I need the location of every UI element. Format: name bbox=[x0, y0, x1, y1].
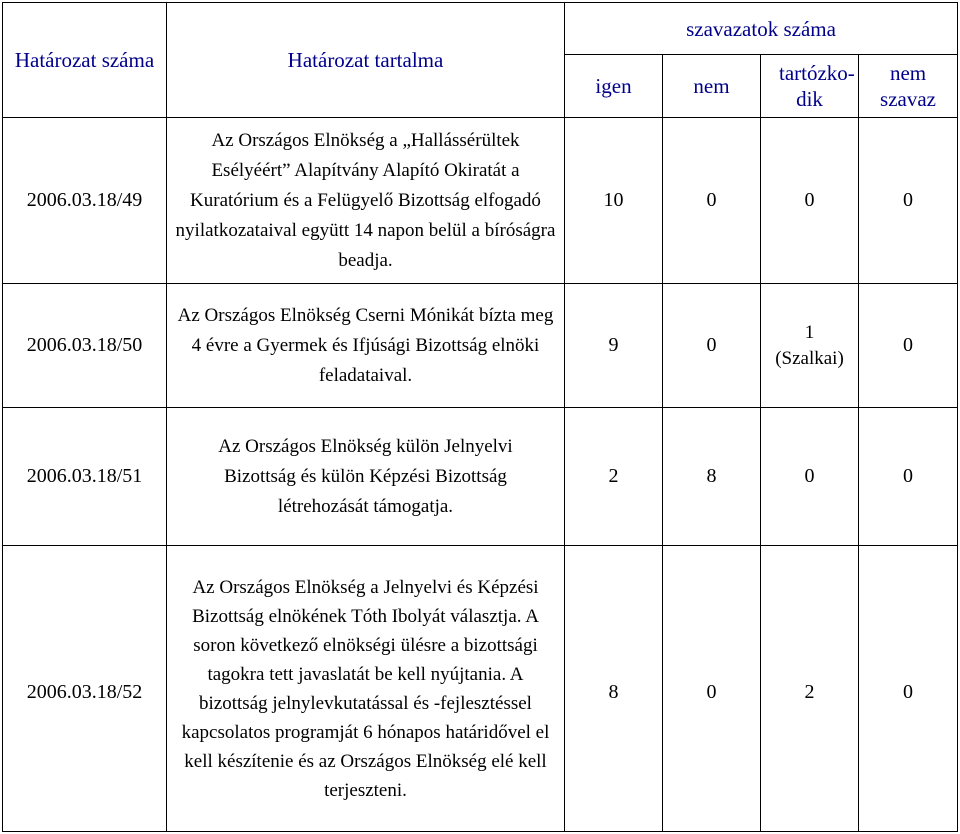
header-decision-content: Határozat tartalma bbox=[167, 3, 565, 118]
vote-yes: 8 bbox=[565, 546, 663, 832]
decision-content: Az Országos Elnökség Cserni Mónikát bízta meg 4 évre a Gyermek és Ifjúsági Bizottság elnöki feladataival. bbox=[167, 284, 565, 408]
vote-yes: 2 bbox=[565, 408, 663, 546]
vote-abstain: 1 (Szalkai) bbox=[761, 284, 859, 408]
header-row-top bbox=[3, 3, 958, 55]
decision-content: Az Országos Elnökség külön Jelnyelvi Bizottság és külön Képzési Bizottság létrehozását támogatja. bbox=[167, 408, 565, 546]
vote-no: 0 bbox=[663, 118, 761, 284]
vote-yes: 10 bbox=[565, 118, 663, 284]
decision-content: Az Országos Elnökség a „Hallássérültek Esélyéért” Alapítvány Alapító Okiratát a Kuratórium és a Felügyelő Bizottság elfogadó nyilatkozataival együtt 14 napon belül a bíróságra beadja. bbox=[167, 118, 565, 284]
vote-not-voting: 0 bbox=[859, 546, 958, 832]
vote-abstain: 2 bbox=[761, 546, 859, 832]
vote-not-voting: 0 bbox=[859, 408, 958, 546]
table-row bbox=[3, 408, 958, 546]
vote-abstain: 0 bbox=[761, 118, 859, 284]
decisions-table bbox=[2, 2, 958, 832]
decision-content: Az Országos Elnökség a Jelnyelvi és Képzési Bizottság elnökének Tóth Ibolyát választja. A soron következő elnökségi ülésre a bizottsági tagokra tett javaslatát be kell nyújtania. A bizottság jelnylevkutatással és -fejlesztéssel kapcsolatos programját 6 hónapos határidővel el kell készítenie és az Országos Elnökség elé kell terjeszteni. bbox=[167, 546, 565, 832]
vote-yes: 9 bbox=[565, 284, 663, 408]
header-not-voting: nem szavaz bbox=[859, 55, 958, 118]
header-yes: igen bbox=[565, 55, 663, 118]
decision-number: 2006.03.18/50 bbox=[3, 284, 167, 408]
header-no: nem bbox=[663, 55, 761, 118]
table-row bbox=[3, 118, 958, 284]
table-row bbox=[3, 284, 958, 408]
header-decision-number: Határozat száma bbox=[3, 3, 167, 118]
vote-not-voting: 0 bbox=[859, 284, 958, 408]
decision-number: 2006.03.18/52 bbox=[3, 546, 167, 832]
vote-abstain: 0 bbox=[761, 408, 859, 546]
vote-no: 0 bbox=[663, 546, 761, 832]
decision-number: 2006.03.18/51 bbox=[3, 408, 167, 546]
vote-not-voting: 0 bbox=[859, 118, 958, 284]
table-row bbox=[3, 546, 958, 832]
vote-no: 8 bbox=[663, 408, 761, 546]
vote-no: 0 bbox=[663, 284, 761, 408]
header-abstain: tartózko-dik bbox=[761, 55, 859, 118]
decision-number: 2006.03.18/49 bbox=[3, 118, 167, 284]
header-votes-group: szavazatok száma bbox=[565, 3, 958, 55]
